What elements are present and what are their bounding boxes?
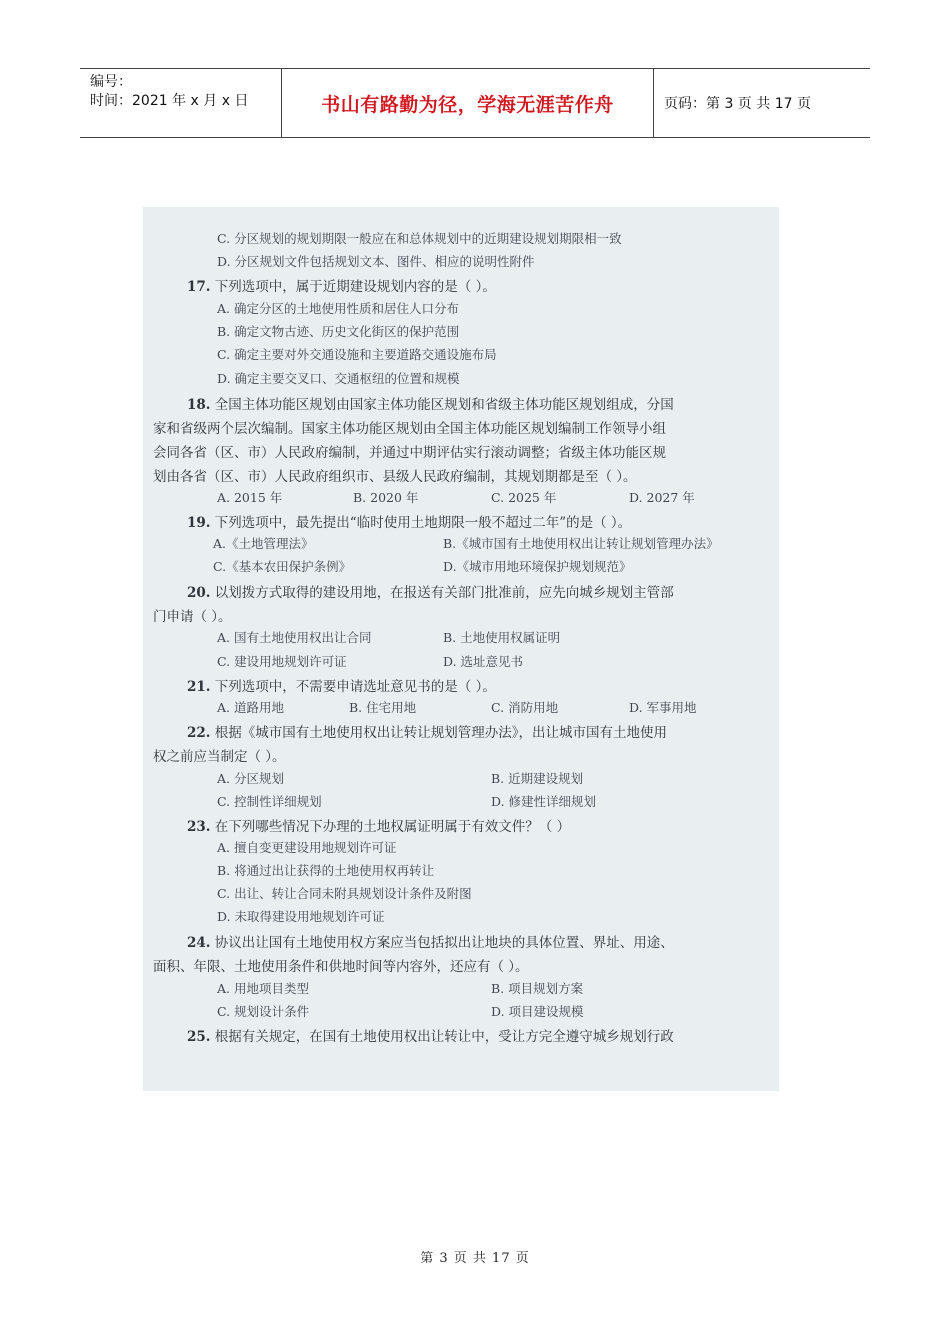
question-text: 下列选项中，最先提出“临时使用土地期限一般不超过二年”的是（ ）。	[214, 515, 632, 531]
question-text: 在下列哪些情况下办理的土地权属证明属于有效文件？（ ）	[214, 819, 571, 835]
option-d: D. 确定主要交叉口、交通枢纽的位置和规模	[217, 371, 460, 386]
question-20-line-2: 门申请（ ）。	[153, 609, 232, 625]
question-number: 18.	[187, 397, 211, 413]
question-number: 17.	[187, 279, 211, 295]
header-page-cell	[654, 69, 870, 137]
option-d: D.《城市用地环境保护规划规范》	[443, 559, 632, 574]
option-c-prev: C. 分区规划的规划期限一般应在和总体规划中的近期建设规划期限相一致	[217, 231, 622, 246]
question-18-line-4: 划由各省（区、市）人民政府组织市、县级人民政府编制，其规划期都是至（ ）。	[153, 469, 637, 485]
question-22-line-2: 权之前应当制定（ ）。	[153, 749, 286, 765]
option-b: B. 将通过出让获得的土地使用权再转让	[217, 863, 435, 878]
option-b: B. 项目规划方案	[491, 981, 584, 996]
question-18	[187, 393, 674, 413]
option-a: A. 用地项目类型	[217, 981, 309, 996]
question-text: 下列选项中，属于近期建设规划内容的是（ ）。	[214, 279, 496, 295]
option-d: D. 未取得建设用地规划许可证	[217, 909, 385, 924]
scanned-exam-page	[143, 207, 779, 1091]
option-a: A. 擅自变更建设用地规划许可证	[217, 840, 397, 855]
header-motto: 书山有路勤为径，学海无涯苦作舟	[321, 93, 614, 116]
option-d: D. 军事用地	[629, 700, 697, 715]
option-a: A.《土地管理法》	[213, 536, 314, 551]
option-b: B. 2020 年	[353, 490, 419, 505]
question-text: 全国主体功能区规划由国家主体功能区规划和省级主体功能区规划组成，分国	[214, 397, 674, 413]
option-c: C. 确定主要对外交通设施和主要道路交通设施布局	[217, 347, 497, 362]
question-number: 20.	[187, 585, 211, 601]
question-text: 协议出让国有土地使用权方案应当包括拟出让地块的具体位置、界址、用途、	[214, 935, 674, 951]
option-d: D. 修建性详细规划	[491, 794, 597, 809]
question-25	[187, 1025, 674, 1045]
question-20	[187, 581, 674, 601]
option-d-prev: D. 分区规划文件包括规划文本、图件、相应的说明性附件	[217, 254, 535, 269]
question-24-line-2: 面积、年限、土地使用条件和供地时间等内容外，还应有（ ）。	[153, 959, 529, 975]
header-motto-cell	[282, 69, 654, 137]
option-a: A. 确定分区的土地使用性质和居住人口分布	[217, 301, 459, 316]
option-c: C. 控制性详细规划	[217, 794, 322, 809]
option-a: A. 国有土地使用权出让合同	[217, 630, 372, 645]
option-a: A. 分区规划	[217, 771, 284, 786]
question-17	[187, 275, 496, 295]
option-c: C. 建设用地规划许可证	[217, 654, 347, 669]
question-23	[187, 815, 570, 835]
question-text: 根据《城市国有土地使用权出让转让规划管理办法》，出让城市国有土地使用	[214, 725, 668, 741]
question-22	[187, 721, 667, 741]
question-number: 22.	[187, 725, 211, 741]
document-number-label: 编号：	[90, 74, 132, 90]
option-a: A. 道路用地	[217, 700, 284, 715]
option-b: B.《城市国有土地使用权出让转让规划管理办法》	[443, 536, 719, 551]
option-d: D. 2027 年	[629, 490, 695, 505]
question-19	[187, 511, 631, 531]
question-number: 21.	[187, 679, 211, 695]
question-21	[187, 675, 496, 695]
question-number: 24.	[187, 935, 211, 951]
option-c: C. 消防用地	[491, 700, 559, 715]
question-number: 25.	[187, 1029, 211, 1045]
option-b: B. 确定文物古迹、历史文化街区的保护范围	[217, 324, 460, 339]
option-b: B. 近期建设规划	[491, 771, 584, 786]
option-c: C. 规划设计条件	[217, 1004, 310, 1019]
header-page-label: 页码：第 3 页 共 17 页	[664, 96, 811, 112]
document-date-label: 时间：2021 年 x 月 x 日	[90, 93, 249, 109]
question-18-line-3: 会同各省（区、市）人民政府编制，并通过中期评估实行滚动调整；省级主体功能区规	[153, 445, 666, 461]
header-meta	[80, 69, 282, 137]
option-d: D. 选址意见书	[443, 654, 524, 669]
option-c: C.《基本农田保护条例》	[213, 559, 352, 574]
question-number: 19.	[187, 515, 211, 531]
question-text: 根据有关规定，在国有土地使用权出让转让中，受让方完全遵守城乡规划行政	[214, 1029, 674, 1045]
page-footer: 第 3 页 共 17 页	[420, 1251, 530, 1266]
question-18-line-2: 家和省级两个层次编制。国家主体功能区规划由全国主体功能区规划编制工作领导小组	[153, 421, 666, 437]
question-text: 下列选项中，不需要申请选址意见书的是（ ）。	[214, 679, 496, 695]
option-c: C. 2025 年	[491, 490, 557, 505]
option-b: B. 土地使用权属证明	[443, 630, 561, 645]
option-d: D. 项目建设规模	[491, 1004, 584, 1019]
page-header	[80, 68, 870, 138]
question-24	[187, 931, 674, 951]
question-text: 以划拨方式取得的建设用地，在报送有关部门批准前，应先向城乡规划主管部	[214, 585, 674, 601]
option-b: B. 住宅用地	[349, 700, 417, 715]
question-number: 23.	[187, 819, 211, 835]
option-c: C. 出让、转让合同未附具规划设计条件及附图	[217, 886, 472, 901]
option-a: A. 2015 年	[217, 490, 283, 505]
